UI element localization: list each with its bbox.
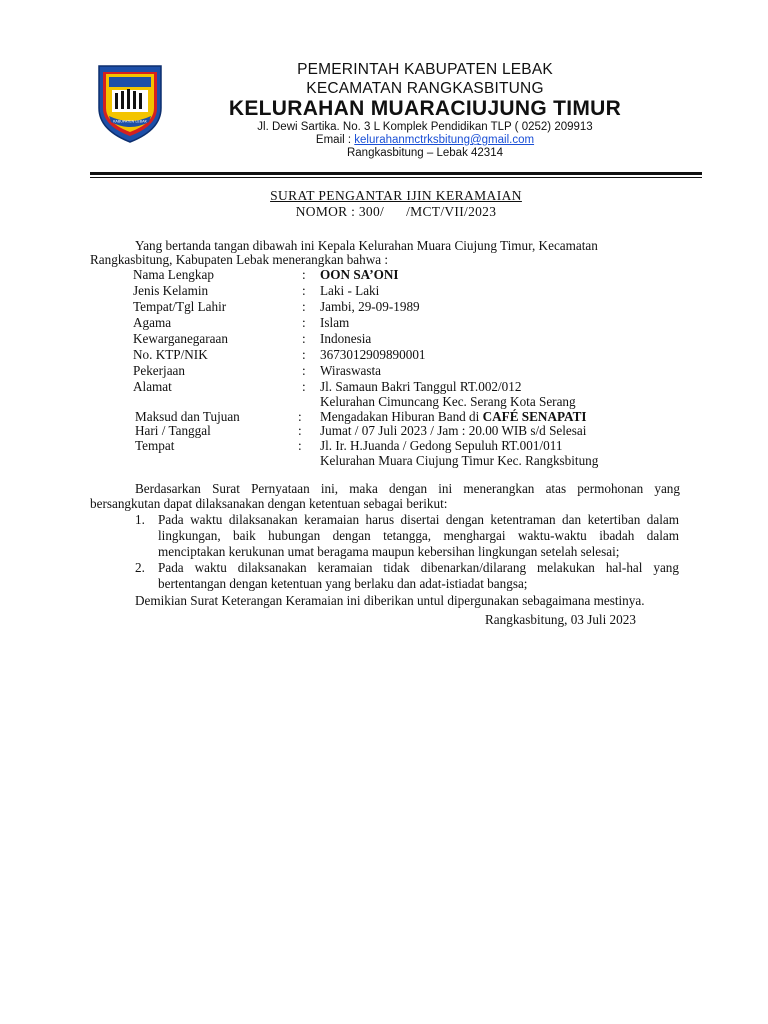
field-colon: : (298, 409, 302, 424)
intro-line-2: Rangkasbitung, Kabupaten Lebak menerangkan bahwa : (90, 252, 389, 267)
field-colon: : (302, 379, 306, 394)
field-label-birth: Tempat/Tgl Lahir (133, 299, 227, 314)
letterhead-district: KECAMATAN RANGKASBITUNG (306, 80, 544, 97)
field-value-nationality: Indonesia (320, 331, 372, 346)
letterhead-city: Rangkasbitung – Lebak 42314 (346, 147, 503, 159)
event-value-place: Jl. Ir. H.Juanda / Gedong Sepuluh RT.001/011 (320, 438, 563, 453)
field-value-occupation: Wiraswasta (320, 363, 381, 378)
field-colon: : (302, 363, 306, 378)
field-colon: : (302, 331, 306, 346)
field-label-gender: Jenis Kelamin (133, 283, 209, 298)
field-value-nik: 3673012909890001 (320, 347, 426, 362)
field-label-name: Nama Lengkap (133, 267, 214, 282)
email-link[interactable]: kelurahanmctrksbitung@gmail.com (354, 134, 535, 146)
place-date: Rangkasbitung, 03 Juli 2023 (485, 612, 636, 627)
condition-number: 2. (135, 560, 145, 575)
intro-line-1: Yang bertanda tangan dibawah ini Kepala Kelurahan Muara Ciujung Timur, Kecamatan (135, 238, 598, 253)
condition-2-line-2: bertentangan dengan ketentuan yang berlaku dan adat-istiadat bangsa; (158, 576, 528, 591)
field-colon: : (302, 267, 306, 282)
field-value-religion: Islam (320, 315, 350, 330)
field-colon: : (298, 423, 302, 438)
event-venue-name: CAFÉ SENAPATI (482, 409, 587, 424)
statement-line-2: bersangkutan dapat dilaksanakan dengan ketentuan sebagai berikut: (90, 496, 448, 511)
field-label-occupation: Pekerjaan (133, 363, 185, 378)
event-value-date: Jumat / 07 Juli 2023 / Jam : 20.00 WIB s/d Selesai (320, 423, 587, 438)
field-label-religion: Agama (133, 315, 172, 330)
field-colon: : (302, 315, 306, 330)
condition-1-line-1: Pada waktu dilaksanakan keramaian harus disertai dengan ketentraman dan ketertiban dalam (158, 512, 679, 527)
field-label-nik: No. KTP/NIK (133, 347, 208, 362)
event-value-purpose (320, 410, 587, 423)
event-purpose-text: Mengadakan Hiburan Band di (320, 409, 483, 424)
field-label-nationality: Kewarganegaraan (133, 331, 228, 346)
field-value-name: OON SA’ONI (320, 267, 399, 282)
condition-number: 1. (135, 512, 145, 527)
event-label-date: Hari / Tanggal (135, 423, 211, 438)
condition-1-line-3: menciptakan kerukunan umat beragama maupun kebersihan lingkungan setelah selesai; (158, 544, 620, 559)
event-value-place-2: Kelurahan Muara Ciujung Timur Kec. Rangksbitung (320, 453, 599, 468)
field-colon: : (302, 347, 306, 362)
field-colon: : (298, 438, 302, 453)
email-label: Email : (315, 134, 352, 146)
letterhead-government: PEMERINTAH KABUPATEN LEBAK (297, 61, 553, 78)
statement-line-1: Berdasarkan Surat Pernyataan ini, maka dengan ini menerangkan atas permohonan yang (135, 481, 680, 496)
letterhead-village: KELURAHAN MUARACIUJUNG TIMUR (228, 97, 622, 120)
field-value-address-2: Kelurahan Cimuncang Kec. Serang Kota Serang (320, 394, 576, 409)
field-label-address: Alamat (133, 379, 172, 394)
header-rule-thick (90, 172, 702, 175)
regency-logo (95, 62, 165, 144)
field-value-address: Jl. Samaun Bakri Tanggul RT.002/012 (320, 379, 522, 394)
condition-2-line-1: Pada waktu dilaksanakan keramaian tidak dibenarkan/dilarang melakukan hal-hal yang (158, 560, 679, 575)
letter-title: SURAT PENGANTAR IJIN KERAMAIAN (270, 188, 522, 203)
closing-statement: Demikian Surat Keterangan Keramaian ini diberikan untul dipergunakan sebagaimana mestinya. (135, 593, 645, 608)
letterhead-address: Jl. Dewi Sartika. No. 3 L Komplek Pendidikan TLP ( 0252) 209913 (257, 121, 593, 133)
letter-number: NOMOR : 300/ /MCT/VII/2023 (295, 204, 497, 219)
field-value-gender: Laki - Laki (320, 283, 380, 298)
event-label-purpose: Maksud dan Tujuan (135, 409, 240, 424)
event-label-place: Tempat (135, 438, 175, 453)
field-colon: : (302, 299, 306, 314)
field-value-birth: Jambi, 29-09-1989 (320, 299, 420, 314)
logo-banner-text: KABUPATEN LEBAK (113, 119, 147, 124)
header-rule-thin (90, 177, 702, 178)
field-colon: : (302, 283, 306, 298)
letterhead-email-line (170, 135, 680, 147)
condition-1-line-2: lingkungan, baik hubungan dengan tetangga, menghargai waktu-waktu ibadah dalam (158, 528, 679, 543)
